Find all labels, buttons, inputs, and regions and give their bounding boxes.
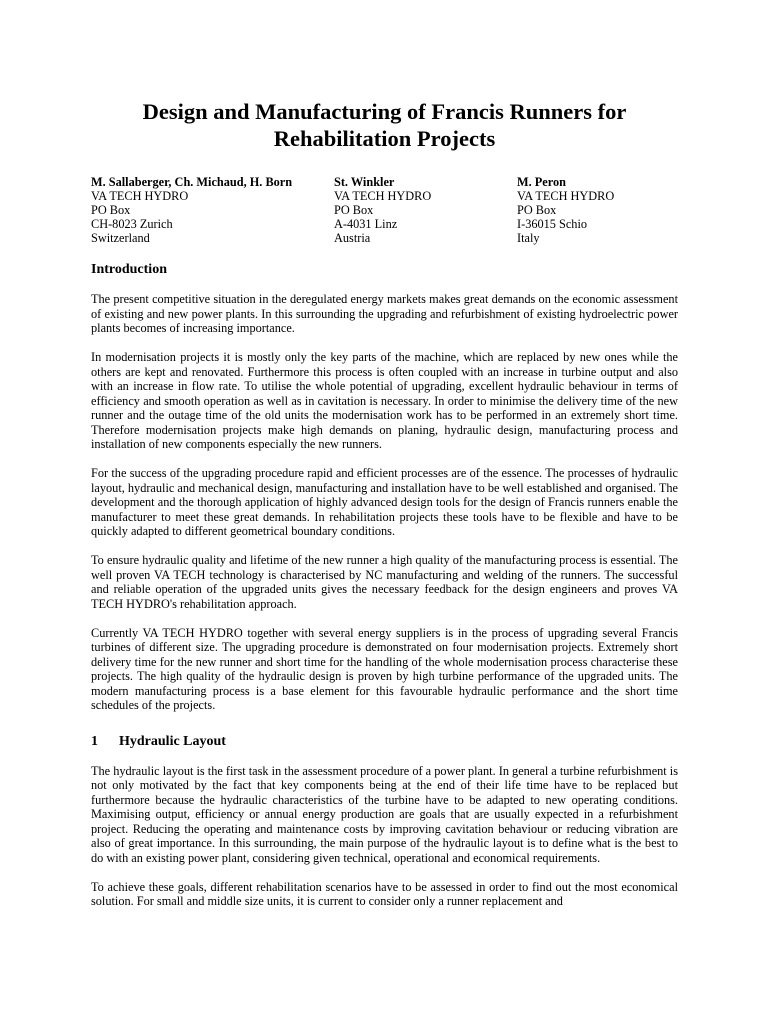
author-address: PO Box — [334, 203, 374, 217]
author-affiliation: VA TECH HYDRO — [517, 189, 615, 203]
author-affiliation: VA TECH HYDRO — [334, 189, 432, 203]
section-heading — [91, 733, 678, 750]
body-paragraph: To ensure hydraulic quality and lifetime of the new runner a high quality of the manufacturing process is essential. The well proven VA TECH technology is characterised by NC manufacturing and welding of the runners. The successful and reliable operation of the upgraded units gives the necessary feedback for the design engineers and proves VA TECH HYDRO's rehabilitation approach. — [91, 553, 678, 611]
title-line-2: Rehabilitation Projects — [273, 126, 496, 151]
author-country: Switzerland — [91, 231, 150, 245]
title-line-1: Design and Manufacturing of Francis Runners for — [142, 99, 627, 124]
author-name: St. Winkler — [334, 175, 395, 189]
body-paragraph: For the success of the upgrading procedure rapid and efficient processes are of the essence. The processes of hydraulic layout, hydraulic and mechanical design, manufacturing and installation have to be well established and organised. The development and the thorough application of highly advanced design tools for the design of Francis runners enable the manufacturer to meet these great demands. In rehabilitation projects these tools have to be flexible and have to be quickly adapted to different geometrical boundary conditions. — [91, 466, 678, 538]
section-number: 1 — [91, 733, 98, 749]
author-name: M. Peron — [517, 175, 566, 189]
author-column — [517, 175, 678, 245]
section-title: Hydraulic Layout — [119, 733, 226, 749]
author-column — [334, 175, 517, 245]
author-city: CH-8023 Zurich — [91, 217, 173, 231]
body-paragraph: To achieve these goals, different rehabilitation scenarios have to be assessed in order to find out the most economical solution. For small and middle size units, it is current to consider only a runner replacement and — [91, 879, 678, 908]
author-city: I-36015 Schio — [517, 217, 588, 231]
author-block — [91, 175, 678, 245]
author-address: PO Box — [91, 203, 131, 217]
paper-title — [91, 0, 678, 152]
body-paragraph: The hydraulic layout is the first task in the assessment procedure of a power plant. In general a turbine refurbishment is not only motivated by the fact that key components being at the end of their life time have to be replaced but furthermore because the hydraulic characteristics of the turbine have to be adapted to new operating conditions. Maximising output, efficiency or annual energy production are goals that are usually expected in a refurbishment project. Reducing the operating and maintenance costs by improving cavitation behaviour or reducing vibration are also of great importance. In this surrounding, the main purpose of the hydraulic layout is to define what is the best to do with an existing power plant, considering given technical, operational and economical requirements. — [91, 763, 678, 865]
author-country: Italy — [517, 231, 540, 245]
introduction-heading: Introduction — [91, 262, 167, 277]
author-column — [91, 175, 334, 245]
author-affiliation: VA TECH HYDRO — [91, 189, 189, 203]
author-city: A-4031 Linz — [334, 217, 398, 231]
author-country: Austria — [334, 231, 371, 245]
body-paragraph: In modernisation projects it is mostly only the key parts of the machine, which are replaced by new ones while the others are kept and renovated. Furthermore this process is often coupled with an increase in turbine output and also with an increase in flow rate. To utilise the whole potential of upgrading, excellent hydraulic behaviour in terms of efficiency and smooth operation as well as in cavitation is necessary. In order to minimise the delivery time of the new runner and the outage time of the old units the modernisation work has to be performed in an extremely short time. Therefore modernisation projects make high demands on planing, hydraulic design, manufacturing process and installation of new components especially the new runners. — [91, 350, 678, 451]
body-paragraph: The present competitive situation in the deregulated energy markets makes great demands on the economic assessment of existing and new power plants. In this surrounding the upgrading and refurbishment of existing hydroelectric power plants becomes of increasing importance. — [91, 292, 678, 335]
author-address: PO Box — [517, 203, 557, 217]
author-name: M. Sallaberger, Ch. Michaud, H. Born — [91, 175, 293, 189]
body-paragraph: Currently VA TECH HYDRO together with several energy suppliers is in the process of upgrading several Francis turbines of different size. The upgrading procedure is demonstrated on four modernisation projects. Extremely short delivery time for the new runner and short time for the handling of the whole modernisation process characterise these projects. The high quality of the hydraulic design is proven by high turbine performance of the upgraded units. The modern manufacturing process is a base element for this favourable hydraulic performance and the short time schedules of the projects. — [91, 625, 678, 712]
